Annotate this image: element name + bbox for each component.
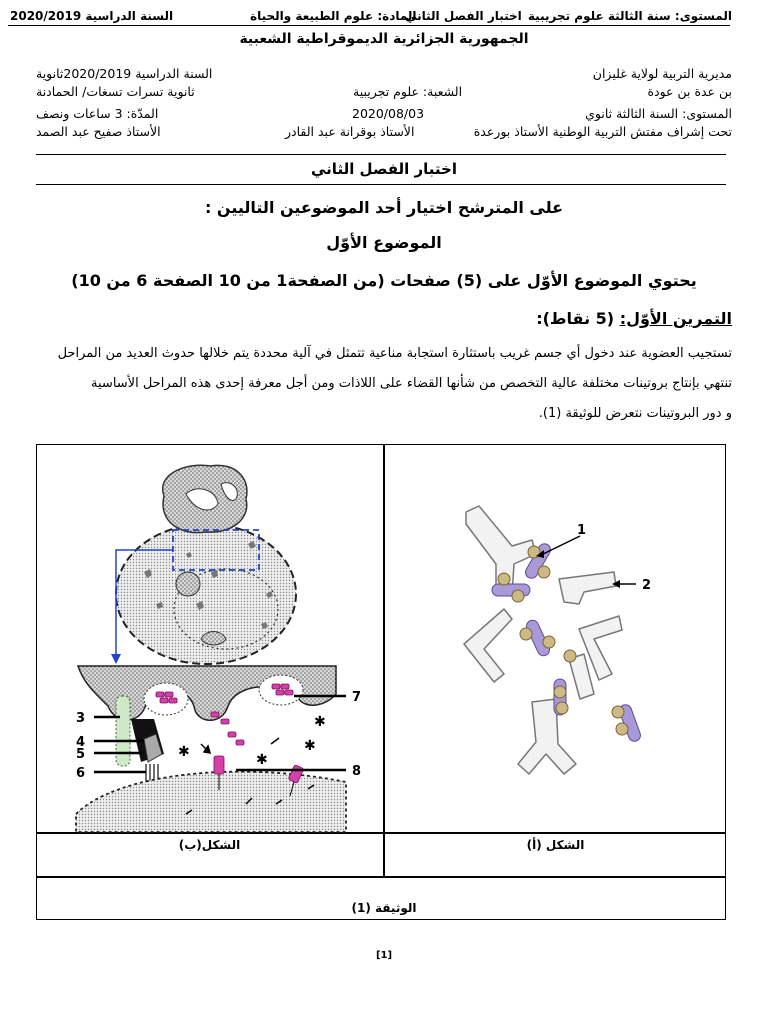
- exam-title: اختبار الفصل الثاني: [311, 160, 457, 178]
- page-number: [1]: [375, 950, 393, 961]
- teacher-1: الأستاذ بوقرانة عبد القادر: [285, 124, 415, 139]
- label-4: 4: [76, 735, 86, 750]
- exam-header: اختبار الفصل الثاني: [405, 9, 522, 23]
- header-divider: [8, 25, 730, 26]
- republic-title: الجمهورية الجزائرية الديموقراطية الشعبية: [239, 31, 529, 47]
- caption-figure-a: الشكل (أ): [526, 838, 585, 852]
- label-2: 2: [642, 578, 652, 593]
- date: 2020/08/03: [352, 106, 425, 121]
- exercise-points: (5 نقاط):: [536, 309, 620, 328]
- label-6: 6: [76, 766, 86, 781]
- school: ثانوية تسرات تسغات/ الحمادنة: [36, 84, 195, 99]
- label-7: 7: [352, 690, 362, 705]
- branch: الشعبة: علوم تجريبية: [353, 84, 463, 99]
- paragraph-line-3: و دور البروتينات نتعرض للوثيقة (1).: [538, 406, 732, 421]
- figure-b-diagram: [36, 444, 384, 832]
- document-caption: الوثيقة (1): [351, 901, 417, 915]
- svg-text:✱: ✱: [304, 738, 316, 754]
- svg-text:✱: ✱: [314, 714, 326, 730]
- pages-note: يحتوي الموضوع الأوّل على (5) صفحات (من الصفحة1 من 10 الصفحة 6 من 10): [71, 271, 697, 290]
- instruction: على المترشح اختيار أحد الموضوعين التاليين :: [204, 198, 564, 217]
- exercise-title: التمرين الأوّل:: [619, 309, 732, 328]
- caption-figure-b: الشكل(ب): [178, 838, 241, 852]
- label-1: 1: [577, 523, 587, 538]
- level: المستوى: السنة الثالثة ثانوي: [585, 106, 732, 121]
- svg-text:✱: ✱: [178, 744, 190, 760]
- divider-bottom: [36, 184, 726, 185]
- subject-title: الموضوع الأوّل: [326, 233, 442, 252]
- place: بن عدة بن عودة: [647, 84, 732, 99]
- school-year-header: السنة الدراسية 2020/2019: [10, 9, 174, 23]
- figure-a-diagram: [384, 444, 726, 832]
- label-3: 3: [76, 711, 86, 726]
- label-5: 5: [76, 747, 86, 762]
- directorate: مديرية التربية لولاية غليزان: [592, 66, 732, 81]
- school-year: السنة الدراسية 2020/2019ثانوية: [36, 66, 213, 81]
- paragraph-line-2: تنتهي بإنتاج بروتينات مختلفة عالية التخصص من شأنها القضاء على اللاذات ومن أجل معرفة إحدى هذه المراحل الأساسية: [91, 376, 732, 391]
- table-divider-doc: [36, 876, 726, 878]
- exercise-heading: [536, 309, 732, 328]
- svg-text:✱: ✱: [256, 752, 268, 768]
- level-header: المستوى: سنة الثالثة علوم تجريبية: [527, 9, 732, 23]
- subject-header: المادة: علوم الطبيعة والحياة: [250, 9, 417, 23]
- duration: المدّة: 3 ساعات ونصف: [36, 106, 159, 121]
- paragraph-line-1: تستجيب العضوية عند دخول أي جسم غريب باستثارة استجابة مناعية تتمثل في آلية محددة يتم خلالها حدوث العديد من المراحل: [57, 346, 732, 361]
- divider-top: [36, 154, 726, 155]
- teacher-2: الأستاذ صفيح عبد الصمد: [36, 124, 161, 139]
- supervision: تحت إشراف مفتش التربية الوطنية الأستاذ بورعدة: [473, 124, 732, 139]
- label-8: 8: [352, 764, 362, 779]
